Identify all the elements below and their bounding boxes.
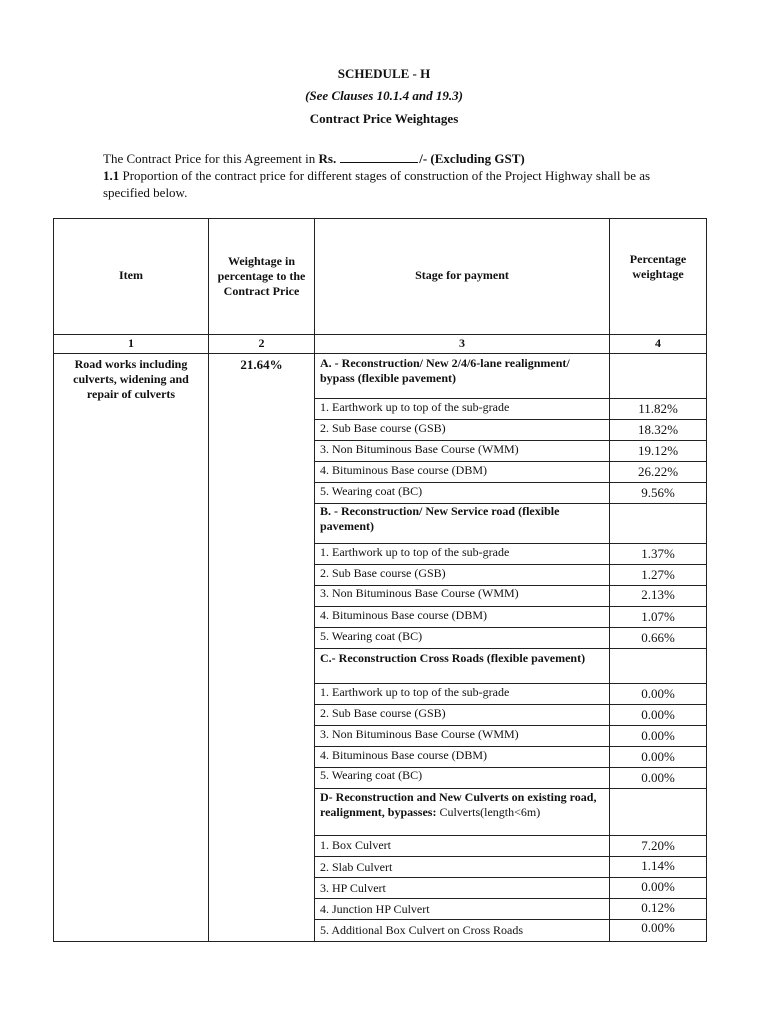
section-b-row-1-stage: 1. Earthwork up to top of the sub-grade xyxy=(320,545,510,559)
section-d-title-bold: D- Reconstruction and New Culverts on existing road, realignment, bypasses: xyxy=(320,790,597,819)
section-c-row-1-pct: 0.00% xyxy=(641,686,675,701)
section-a-row-3-stage: 3. Non Bituminous Base Course (WMM) xyxy=(320,442,519,456)
section-b-row-5-pct: 0.66% xyxy=(641,630,675,645)
section-c-row-4-pct: 0.00% xyxy=(641,749,675,764)
clause-reference: (See Clauses 10.1.4 and 19.3) xyxy=(305,88,463,103)
section-d-row-2-stage: 2. Slab Culvert xyxy=(320,860,393,874)
section-b-row-4-pct: 1.07% xyxy=(641,609,675,624)
col-number-4: 4 xyxy=(655,336,661,350)
section-b-row-5-stage: 5. Wearing coat (BC) xyxy=(320,629,423,643)
section-c-row-3-stage: 3. Non Bituminous Base Course (WMM) xyxy=(320,727,519,741)
section-c-row-2-pct: 0.00% xyxy=(641,707,675,722)
section-a-row-1-pct: 11.82% xyxy=(638,401,678,416)
section-d-row-1-pct: 7.20% xyxy=(641,838,675,853)
section-d-row-3-pct: 0.00% xyxy=(641,879,675,894)
item-label: Road works including culverts, widening and repair of culverts xyxy=(73,357,189,401)
col-number-1: 1 xyxy=(128,336,134,350)
item-weightage: 21.64% xyxy=(240,357,283,372)
section-c-row-4-stage: 4. Bituminous Base course (DBM) xyxy=(320,748,487,762)
section-a-row-4-stage: 4. Bituminous Base course (DBM) xyxy=(320,463,487,477)
section-c-row-5-pct: 0.00% xyxy=(641,770,675,785)
header-percentage: Percentage weightage xyxy=(629,252,687,281)
section-a-row-5-pct: 9.56% xyxy=(641,485,675,500)
section-b-row-1-pct: 1.37% xyxy=(641,546,675,561)
section-a-row-2-pct: 18.32% xyxy=(637,422,679,437)
section-d-title-suffix: Culverts(length<6m) xyxy=(436,805,541,819)
section-b-row-3-pct: 2.13% xyxy=(641,587,675,602)
section-b-row-2-stage: 2. Sub Base course (GSB) xyxy=(320,566,446,580)
section-d-row-1-stage: 1. Box Culvert xyxy=(320,838,391,852)
section-a-row-2-stage: 2. Sub Base course (GSB) xyxy=(320,421,446,435)
section-d-row-2-pct: 1.14% xyxy=(641,858,675,873)
clause-number: 1.1 xyxy=(103,168,120,183)
section-d-row-5-stage: 5. Additional Box Culvert on Cross Roads xyxy=(320,923,524,937)
col-number-3: 3 xyxy=(459,336,465,350)
clause-text: Proportion of the contract price for different stages of construction of the Project Highway shall be as specified below. xyxy=(103,168,651,200)
rs-label: Rs. xyxy=(318,151,337,166)
col-number-2: 2 xyxy=(258,336,265,350)
section-b-row-4-stage: 4. Bituminous Base course (DBM) xyxy=(320,608,487,622)
header-weightage: Weightage in percentage to the Contract Price xyxy=(217,254,306,298)
section-b-row-3-stage: 3. Non Bituminous Base Course (WMM) xyxy=(320,586,519,600)
header-item: Item xyxy=(119,268,143,282)
section-d-title xyxy=(320,790,604,820)
section-b-title: B. - Reconstruction/ New Service road (flexible pavement) xyxy=(320,504,560,533)
section-a-row-4-pct: 26.22% xyxy=(637,464,679,479)
section-d-row-4-pct: 0.12% xyxy=(641,900,675,915)
section-b-row-2-pct: 1.27% xyxy=(641,567,675,582)
section-d-row-3-stage: 3. HP Culvert xyxy=(320,881,386,895)
section-c-row-1-stage: 1. Earthwork up to top of the sub-grade xyxy=(320,685,510,699)
section-c-row-2-stage: 2. Sub Base course (GSB) xyxy=(320,706,446,720)
schedule-title: SCHEDULE - H xyxy=(337,66,431,81)
section-c-row-3-pct: 0.00% xyxy=(641,728,675,743)
section-a-row-5-stage: 5. Wearing coat (BC) xyxy=(320,484,423,498)
section-d-row-5-pct: 0.00% xyxy=(641,920,675,935)
section-a-row-3-pct: 19.12% xyxy=(637,443,679,458)
section-c-row-5-stage: 5. Wearing coat (BC) xyxy=(320,768,423,782)
page-heading: Contract Price Weightages xyxy=(309,111,459,126)
intro-prefix: The Contract Price for this Agreement in xyxy=(103,151,319,166)
section-a-title: A. - Reconstruction/ New 2/4/6-lane realignment/ bypass (flexible pavement) xyxy=(320,356,570,385)
section-d-row-4-stage: 4. Junction HP Culvert xyxy=(320,902,430,916)
section-c-title: C.- Reconstruction Cross Roads (flexible pavement) xyxy=(320,651,586,665)
header-stage: Stage for payment xyxy=(415,268,509,282)
section-a-row-1-stage: 1. Earthwork up to top of the sub-grade xyxy=(320,400,510,414)
excluding-gst: /- (Excluding GST) xyxy=(419,151,525,166)
